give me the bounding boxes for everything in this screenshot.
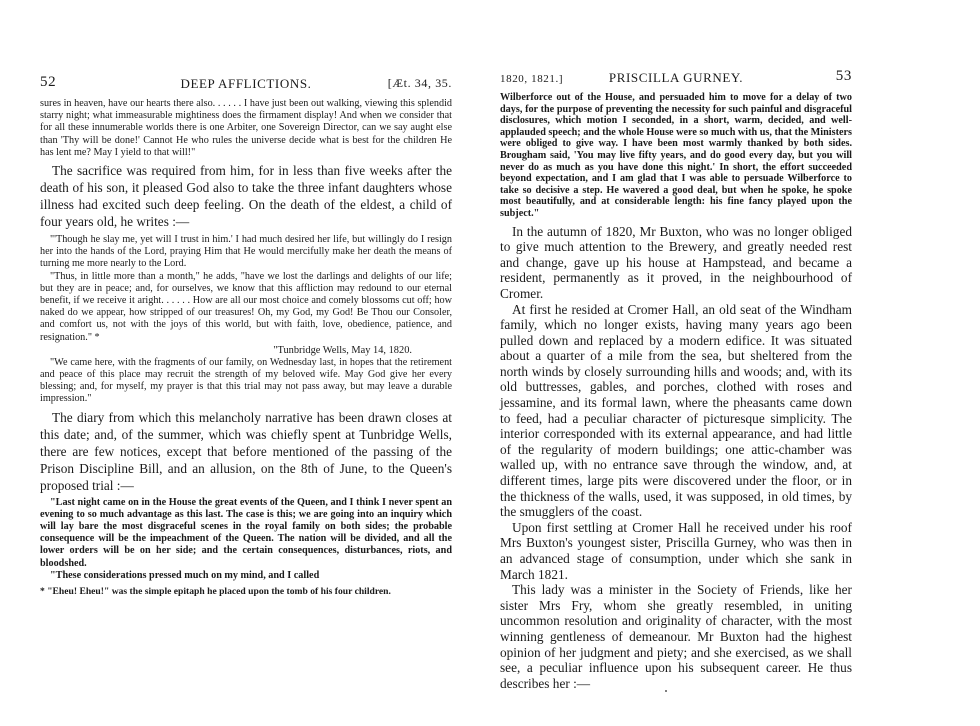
- date-range: 1820, 1821.]: [500, 73, 564, 85]
- paragraph: sures in heaven, have our hearts there also. . . . . . I have just been out walking, viewing this splendid starry night; what immeasurable mightiness does the firmament display! And when we consider that for all these innumerable worlds there is one Arbiter, one Sovereign Director, can we say aught else than 'Thy will be done!' Cannot He who rules the universe decide what is best for the children He has lent me? May I yield to that will!": [40, 98, 452, 158]
- dateline: "Tunbridge Wells, May 14, 1820.: [273, 344, 412, 356]
- scan-speck: [665, 690, 667, 692]
- paragraph: The diary from which this melancholy narrative has been drawn closes at this date; and, of the summer, which was chiefly spent at Tunbridge Wells, there are few notices, except that before mentioned of the passing of the Prison Discipline Bill, and an allusion, on the 8th of June, to the Queen's proposed trial :—: [40, 409, 452, 493]
- running-title: PRISCILLA GURNEY.: [608, 70, 744, 85]
- quote-paragraph: "'Though he slay me, yet will I trust in him.' I had much desired her life, but willingly do I resign her into the hands of the Lord, praying Him that He would mercifully make her death the means of turning me more nearly to the Lord.: [40, 234, 452, 270]
- left-page-body: [40, 98, 452, 597]
- quote-paragraph: "We came here, with the fragments of our family, on Wednesday last, in hopes that the retirement and peace of this place may recruit the strength of my beloved wife. May God give her every blessing; and, for myself, my prayer is that this trial may not pass away, but may leave a durable impression.": [40, 356, 452, 405]
- quote-paragraph: "Last night came on in the House the great events of the Queen, and I think I never spent an evening to so much advantage as this last. The case is this; we are going into an inquiry which will lay bare the most disgraceful scenes in the royal family on both sides; the probable consequence will be the impeachment of the Queen. The nation will be divided, and all the lower orders will be on her side; and the certain consequences, disturbances, riots, and bloodshed.: [40, 496, 452, 569]
- age-reference: [Æt. 34, 35.: [387, 76, 452, 90]
- quote-paragraph: "Thus, in little more than a month," he adds, "have we lost the darlings and delights of our life; but they are in peace; and, for ourselves, we know that this affliction may redound to our eternal benefit, if we receive it aright. . . . . . How are all our most choice and comely blossoms cut off; how naked do we appear, how stripped of our treasures! Oh, my God, my God! Be Thou our Consoler, and comfort us, not with the joys of this world, but with faith, love, obedience, patience, and resignation." *: [40, 270, 452, 343]
- paragraph: At first he resided at Cromer Hall, an old seat of the Windham family, which no longer exists, having many years ago been pulled down and replaced by a modern edifice. It was situated about a quarter of a mile from the sea, but sheltered from the north winds by closely surrounding hills and woods; and, with its old buttresses, gables, and porches, clothed with roses and jessamine, and its formal lawn, where the pheasants came down to feed, had a peculiar character of picturesque simplicity. The interior corresponded with its external appearance, and had little of the regularity of modern buildings; one attic-chamber was walled up, with no entrance save through the window, and, at different times, large pits were discovered under the floor, or in the thickness of the walls, used, it was supposed, in old times, by the smugglers of the coast.: [500, 301, 852, 520]
- right-page-header: [500, 70, 852, 90]
- right-page-body: [500, 92, 852, 691]
- left-page: [40, 0, 452, 726]
- paragraph: The sacrifice was required from him, for in less than five weeks after the death of his son, it pleased God also to take the three infant daughters whose illness had excited such deep feeling. On the death of the eldest, a child of four years old, he writes :—: [40, 163, 452, 230]
- page-number: 53: [835, 68, 852, 84]
- paragraph: This lady was a minister in the Society of Friends, like her sister Mrs Fry, whom she greatly resembled, in uniting uncommon resolution and originality of character, with the most winning gentleness of demeanour. Mr Buxton had the highest opinion of her judgment and piety; and she exercised, as we shall see, a peculiar influence upon his subsequent career. He thus describes her :—: [500, 582, 852, 691]
- right-page: [500, 0, 852, 726]
- footnote: * "Eheu! Eheu!" was the simple epitaph he placed upon the tomb of his four children.: [40, 586, 391, 598]
- quote-paragraph: "These considerations pressed much on my mind, and I called: [50, 569, 320, 581]
- paragraph: Upon first settling at Cromer Hall he received under his roof Mrs Buxton's youngest sister, Priscilla Gurney, who was then in an advanced stage of consumption, under which she sank in March 1821.: [500, 519, 852, 582]
- quote-paragraph: Wilberforce out of the House, and persuaded him to move for a delay of two days, for the purpose of preventing the necessity for such painful and disgraceful disclosures, which motion I seconded, in a short, warm, decided, and well-applauded speech; and the whole House were so much with us, that the Ministers were obliged to give way. I have been most warmly thanked by both sides. Brougham said, 'You may live fifty years, and do good every day, but you will never do as much as you have done this night.' In short, the effort succeeded beyond expectation, and I am glad that I was able to persuade Wilberforce to take so decisive a step. He wavered a good deal, but when he spoke, he spoke most beautifully, and at considerable length: his fine fancy played upon the subject.": [500, 92, 852, 219]
- left-page-header: [40, 76, 452, 96]
- running-title: DEEP AFFLICTIONS.: [180, 76, 312, 91]
- page-number: 52: [40, 74, 57, 90]
- paragraph: In the autumn of 1820, Mr Buxton, who was no longer obliged to give much attention to the Brewery, and greatly needed rest and change, gave up his house at Hampstead, and became a resident, permanently as it proved, in the neighbourhood of Cromer.: [500, 223, 852, 301]
